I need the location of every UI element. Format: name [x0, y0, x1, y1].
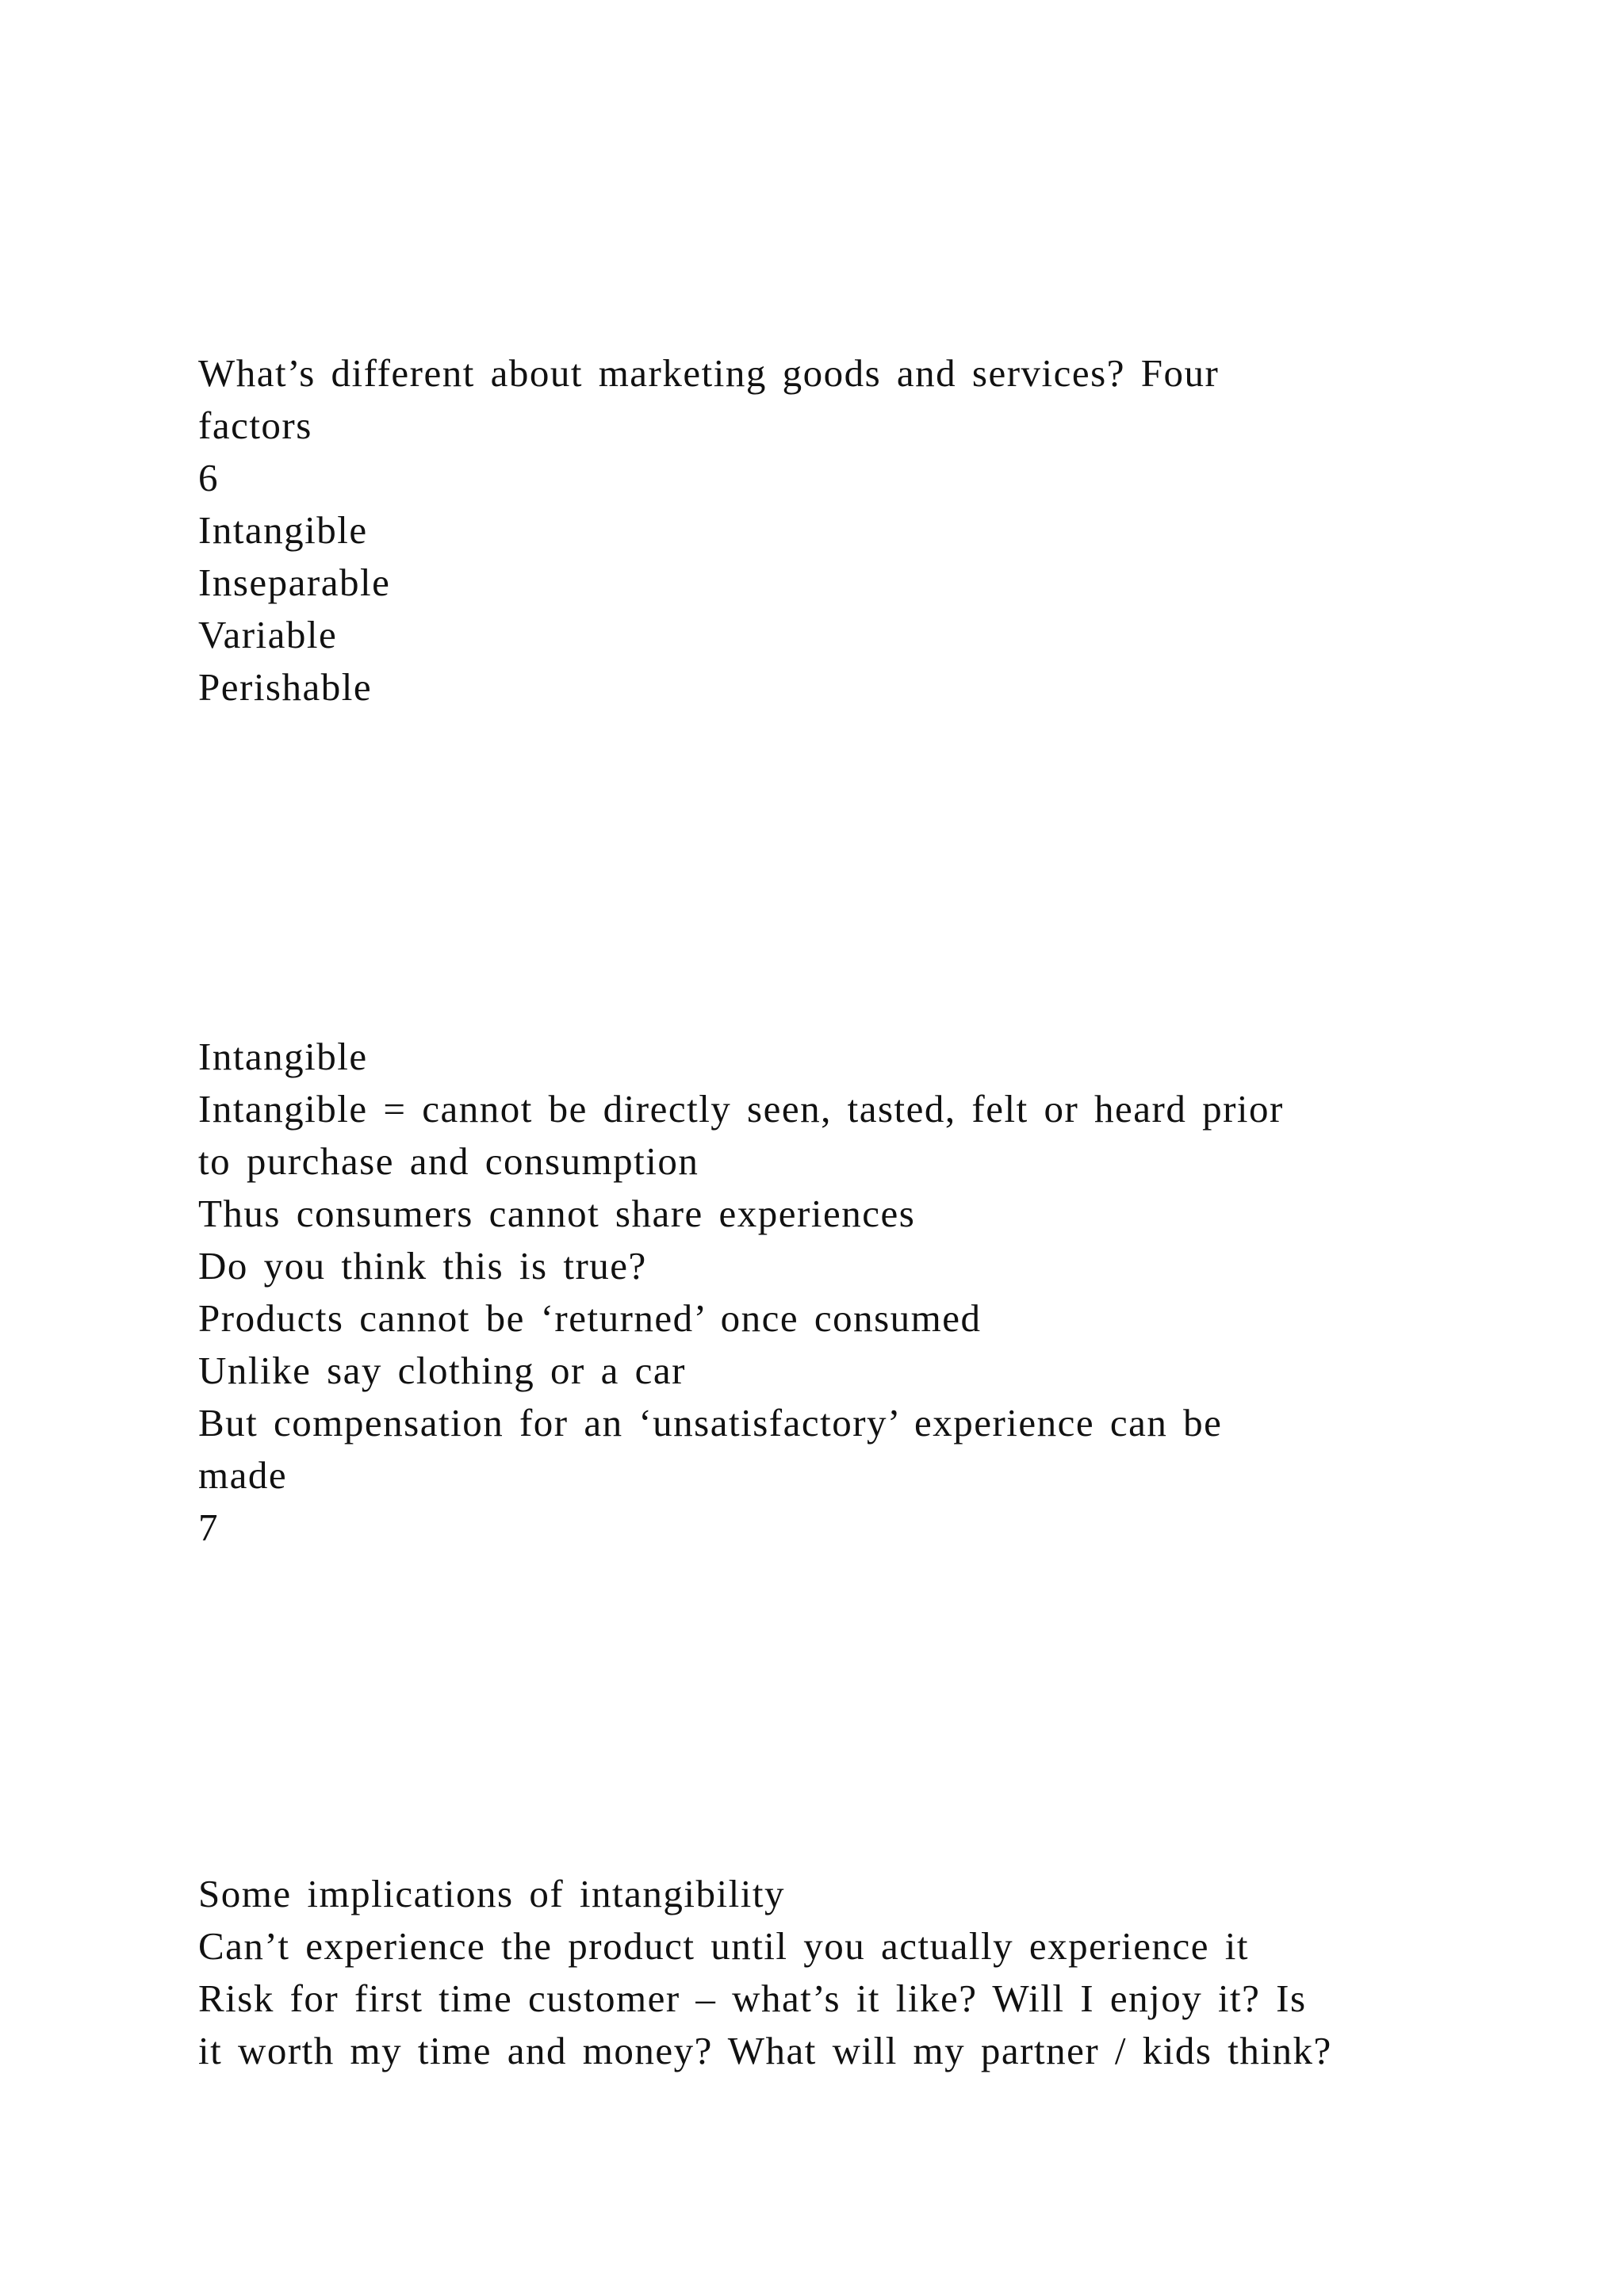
- slide-number: 7: [198, 1506, 219, 1549]
- text-line: Risk for first time customer – what’s it like? Will I enjoy it? Is: [198, 1976, 1307, 2020]
- section-title: Intangible: [198, 1035, 368, 1078]
- text-line: to purchase and consumption: [198, 1139, 699, 1183]
- text-line: Unlike say clothing or a car: [198, 1349, 686, 1392]
- text-line: Intangible = cannot be directly seen, tasted, felt or heard prior: [198, 1087, 1284, 1131]
- text-line: Products cannot be ‘returned’ once consumed: [198, 1296, 982, 1340]
- factor-item: Perishable: [198, 665, 373, 709]
- slide-number: 6: [198, 456, 219, 499]
- section-intangible: [198, 1031, 1483, 1554]
- text-line: But compensation for an ‘unsatisfactory’ experience can be: [198, 1401, 1223, 1445]
- text-line: Can’t experience the product until you actually experience it: [198, 1924, 1250, 1968]
- text-line: Thus consumers cannot share experiences: [198, 1192, 916, 1235]
- section-four-factors: [198, 347, 1483, 714]
- text-line: it worth my time and money? What will my partner / kids think?: [198, 2029, 1332, 2072]
- section-implications: [198, 1868, 1483, 2077]
- factor-item: Intangible: [198, 508, 368, 552]
- text-line: Do you think this is true?: [198, 1244, 647, 1288]
- factor-item: Variable: [198, 613, 338, 656]
- factor-item: Inseparable: [198, 561, 391, 604]
- section-title: Some implications of intangibility: [198, 1872, 785, 1915]
- heading-line: What’s different about marketing goods and services? Four: [198, 351, 1220, 395]
- heading-line-continued: factors: [198, 404, 312, 447]
- text-line: made: [198, 1453, 288, 1497]
